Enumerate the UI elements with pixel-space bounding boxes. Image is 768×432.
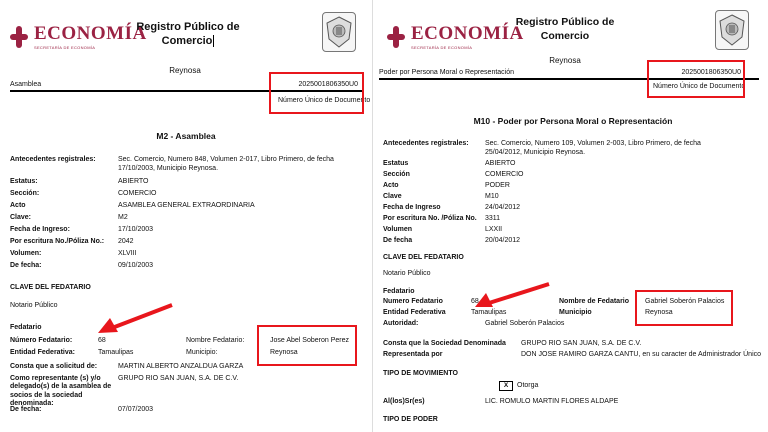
- fedatario-title: Fedatario: [10, 324, 42, 331]
- acto-value: PODER: [485, 182, 510, 189]
- notario-label: Notario Público: [10, 302, 58, 309]
- fecha-ingreso-label: Fecha de Ingreso: [383, 204, 441, 211]
- municipio-label: Municipio: [559, 309, 592, 316]
- highlight-document-number: [269, 72, 364, 114]
- acto-value: ASAMBLEA GENERAL EXTRAORDINARIA: [118, 202, 255, 209]
- volumen-value: LXXII: [485, 226, 503, 233]
- estatus-label: Estatus: [383, 160, 409, 167]
- brand-mark-icon: [387, 26, 405, 48]
- consta-value: MARTIN ALBERTO ANZALDUA GARZA: [118, 363, 244, 370]
- text-cursor: [213, 35, 214, 47]
- act-heading: M10 - Poder por Persona Moral o Representación: [473, 116, 673, 126]
- representante-label: Como representante (s) y/o delegado(s) de la asamblea de socios de la sociedad denominada:: [10, 375, 112, 408]
- section-name: Poder por Persona Moral o Representación: [379, 69, 515, 76]
- nombre-fedatario-value: Jose Abel Soberon Perez: [270, 337, 349, 344]
- act-heading: M2 - Asamblea: [156, 131, 216, 141]
- de-fecha-value: 20/04/2012: [485, 237, 521, 244]
- estatus-value: ABIERTO: [118, 178, 149, 185]
- seccion-value: COMERCIO: [118, 190, 157, 197]
- highlight-fedatario-name: [257, 325, 357, 366]
- numero-fedatario-label: Numero Fedatario: [383, 298, 443, 305]
- consta-label: Consta que a solicitud de:: [10, 363, 98, 370]
- tipo-movimiento-title: TIPO DE MOVIMIENTO: [383, 370, 458, 377]
- numero-fedatario-value: 68: [98, 337, 106, 344]
- city-label: Reynosa: [549, 56, 581, 65]
- document-panel-right: [372, 0, 768, 432]
- city-label: Reynosa: [169, 66, 201, 75]
- registry-title: [505, 16, 625, 43]
- registry-title-line1: Registro Público de: [136, 21, 240, 33]
- escritura-label: Por escritura No. /Póliza No.: [383, 215, 477, 222]
- clave-value: M2: [118, 214, 128, 221]
- municipio-label: Municipio:: [186, 349, 218, 356]
- red-arrow-icon: [96, 302, 176, 336]
- estatus-value: ABIERTO: [485, 160, 516, 167]
- highlight-document-number: [647, 60, 745, 98]
- de-fecha-label: De fecha:: [10, 262, 42, 269]
- fecha-ingreso-value: 24/04/2012: [485, 204, 521, 211]
- entidad-value: Tamaulipas: [471, 309, 507, 316]
- antecedentes-label: Antecedentes registrales:: [10, 156, 96, 163]
- alos-value: LIC. ROMULO MARTIN FLORES ALDAPE: [485, 398, 619, 405]
- nombre-fedatario-label: Nombre de Fedatario: [559, 298, 630, 305]
- unique-document-label: Número Único de Documento: [653, 83, 746, 90]
- seccion-label: Sección:: [10, 190, 40, 197]
- entidad-value: Tamaulipas: [98, 349, 134, 356]
- representante-value: GRUPO RIO SAN JUAN, S.A. DE C.V.: [118, 375, 239, 382]
- registry-title-line2: Comercio: [540, 29, 590, 42]
- escritura-value: 3311: [485, 215, 501, 222]
- registry-title-line2: Comercio: [161, 35, 213, 48]
- estatus-label: Estatus:: [10, 178, 38, 185]
- nombre-fedatario-value: Gabriel Soberón Palacios: [645, 298, 725, 305]
- volumen-label: Volumen:: [10, 250, 42, 257]
- volumen-label: Volumen: [383, 226, 413, 233]
- escritura-label: Por escritura No./Póliza No.:: [10, 238, 105, 245]
- acto-label: Acto: [10, 202, 26, 209]
- fecha-ingreso-label: Fecha de Ingreso:: [10, 226, 70, 233]
- antecedentes-value: Sec. Comercio, Numero 109, Volumen 2-003, Libro Primero, de fecha 25/04/2012, Municipio Reynosa.: [485, 140, 701, 156]
- document-number: 2025001806350U0: [298, 81, 358, 88]
- autoridad-label: Autoridad:: [383, 320, 419, 327]
- tipo-poder-title: TIPO DE PODER: [383, 416, 438, 423]
- municipio-value: Reynosa: [645, 309, 673, 316]
- brand-subtitle: SECRETARÍA DE ECONOMÍA: [411, 45, 473, 50]
- section-name: Asamblea: [10, 81, 42, 88]
- clave-label: Clave:: [10, 214, 32, 221]
- clave-fedatario-title: CLAVE DEL FEDATARIO: [10, 284, 91, 291]
- brand-mark-icon: [10, 26, 28, 48]
- acto-label: Acto: [383, 182, 399, 189]
- state-seal-icon: [715, 10, 749, 50]
- notario-label: Notario Público: [383, 270, 431, 277]
- brand-subtitle: SECRETARÍA DE ECONOMÍA: [34, 45, 96, 50]
- entidad-label: Entidad Federativa: [383, 309, 446, 316]
- economia-logo: [387, 24, 524, 50]
- clave-label: Clave: [383, 193, 402, 200]
- fedatario-title: Fedatario: [383, 288, 415, 295]
- volumen-value: XLVIII: [118, 250, 137, 257]
- brand-name: ECONOMÍA: [34, 23, 147, 44]
- otorga-checkbox: X: [499, 381, 513, 391]
- antecedentes-label: Antecedentes registrales:: [383, 140, 469, 147]
- registry-title-line1: Registro Público de: [515, 16, 615, 28]
- fecha-ingreso-value: 17/10/2003: [118, 226, 154, 233]
- de-fecha-value: 09/10/2003: [118, 262, 154, 269]
- entidad-label: Entidad Federativa:: [10, 349, 75, 356]
- numero-fedatario-value: 68: [471, 298, 479, 305]
- state-seal-icon: [322, 12, 356, 52]
- representada-value: DON JOSE RAMIRO GARZA CANTU, en su caracter de Administrador Único: [521, 351, 762, 358]
- seccion-value: COMERCIO: [485, 171, 524, 178]
- clave-fedatario-title: CLAVE DEL FEDATARIO: [383, 254, 464, 261]
- de-fecha2-label: De fecha:: [10, 406, 42, 413]
- clave-value: M10: [485, 193, 499, 200]
- highlight-fedatario-name: [635, 290, 733, 326]
- red-arrow-icon: [473, 281, 553, 311]
- municipio-value: Reynosa: [270, 349, 298, 356]
- escritura-value: 2042: [118, 238, 134, 245]
- representada-label: Representada por: [383, 351, 443, 358]
- alos-label: Al(los)Sr(es): [383, 398, 425, 405]
- brand-name: ECONOMÍA: [411, 23, 524, 44]
- registry-title: [128, 20, 248, 49]
- antecedentes-value: Sec. Comercio, Numero 848, Volumen 2-017, Libro Primero, de fecha 17/10/2003, Municipio Reynosa.: [118, 156, 334, 172]
- seccion-label: Sección: [383, 171, 410, 178]
- document-number: 2025001806350U0: [681, 69, 741, 76]
- consta-label: Consta que la Sociedad Denominada: [383, 340, 506, 347]
- unique-document-label: Número Único de Documento: [278, 97, 371, 104]
- document-panel-left: [0, 0, 372, 432]
- de-fecha2-value: 07/07/2003: [118, 406, 154, 413]
- numero-fedatario-label: Número Fedatario:: [10, 337, 73, 344]
- autoridad-value: Gabriel Soberón Palacios: [485, 320, 565, 327]
- de-fecha-label: De fecha: [383, 237, 413, 244]
- otorga-label: Otorga: [517, 382, 539, 389]
- nombre-fedatario-label: Nombre Fedatario:: [186, 337, 245, 344]
- economia-logo: [10, 24, 147, 50]
- consta-value: GRUPO RIO SAN JUAN, S.A. DE C.V.: [521, 340, 642, 347]
